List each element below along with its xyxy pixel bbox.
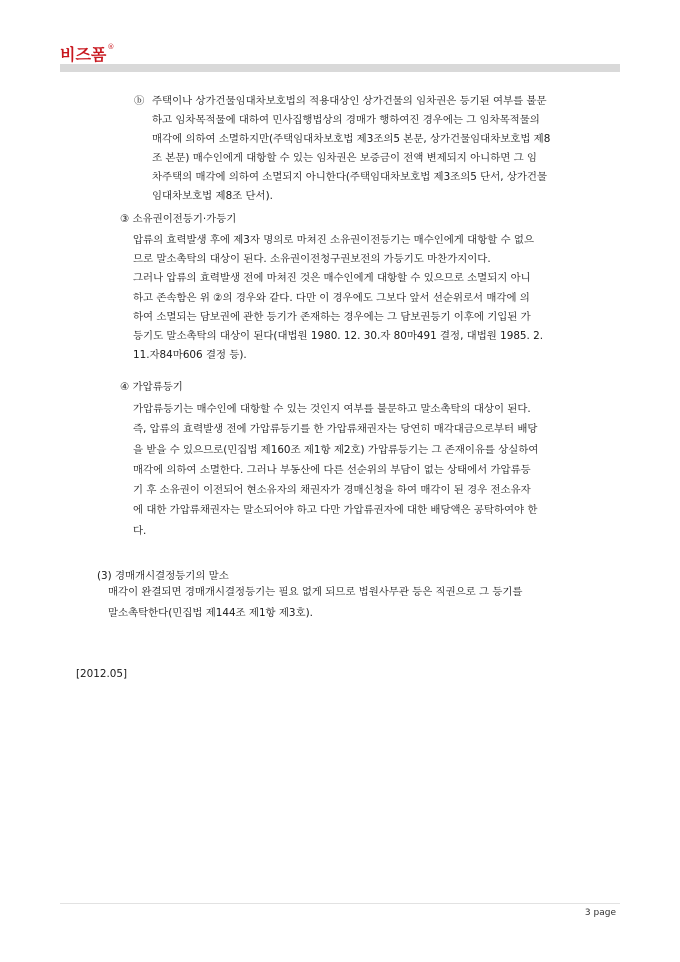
page-number: 3 page [584, 908, 616, 918]
text-line: 므로 말소촉탁의 대상이 된다. 소유권이전청구권보전의 가등기도 마찬가지이다. [133, 253, 491, 266]
text-line: 하여 소멸되는 담보권에 관한 등기가 존재하는 경우에는 그 담보권등기 이후에 기입된 가 [133, 310, 531, 323]
text-line: 기 후 소유권이 이전되어 현소유자의 채권자가 경매신청을 하여 매각이 된 경우 전소유자 [133, 484, 531, 497]
text-line: 매각에 의하여 소멸하지만(주택임대차보호법 제3조의5 본문, 상가건물임대차보호법 제8 [152, 133, 551, 145]
text-line: 가압류등기는 매수인에 대항할 수 있는 것인지 여부를 불문하고 말소촉탁의 대상이 된다. [133, 403, 531, 415]
text-line: 매각이 완결되면 경매개시결정등기는 필요 없게 되므로 법원사무관 등은 직권으로 그 등기를 [108, 586, 523, 598]
text-line: 말소촉탁한다(민집법 제144조 제1항 제3호). [108, 607, 313, 619]
item-b-text [152, 92, 614, 111]
document-date: [2012.05] [76, 668, 128, 680]
logo-text: 비즈폼 [60, 45, 107, 64]
text-line: 주택이나 상가건물임대차보호법의 적용대상인 상가건물의 임차권은 등기된 여부를 불문 [152, 95, 547, 107]
text-line: 하고 존속함은 위 ②의 경우와 같다. 다만 이 경우에도 그보다 앞서 선순위로서 매각에 의 [133, 291, 530, 304]
item-4-text [133, 399, 615, 541]
section-3-text [108, 582, 616, 624]
text-line: 조 본문) 매수인에게 대항할 수 있는 임차권은 보증금이 전액 변제되지 아니하면 그 임 [152, 152, 537, 164]
text-line: 하고 임차목적물에 대하여 민사집행법상의 경매가 행하여진 경우에는 그 임차목적물의 [152, 114, 540, 126]
text-line: 압류의 효력발생 후에 제3자 명의로 마쳐진 소유권이전등기는 매수인에게 대항할 수 없으 [133, 234, 534, 246]
text-line: 등기도 말소촉탁의 대상이 된다(대법원 1980. 12. 30.자 80마491 결정, 대법원 1985. 2. [133, 330, 544, 343]
text-line: 을 받을 수 있으므로(민집법 제160조 제1항 제2호) 가압류등기는 그 존재이유를 상실하여 [133, 443, 539, 456]
text-line: 임대차보호법 제8조 단서). [152, 190, 273, 202]
item-3-heading: ③ 소유권이전등기·가등기 [120, 213, 237, 225]
item-3-text [133, 231, 615, 365]
text-line: 11.자84마606 결정 등). [133, 349, 247, 362]
item-4-heading: ④ 가압류등기 [120, 381, 183, 393]
section-3-heading: (3) 경매개시결정등기의 말소 [97, 570, 229, 582]
registered-mark: ® [107, 43, 115, 51]
text-line: 즉, 압류의 효력발생 전에 가압류등기를 한 가압류채권자는 당연히 매각대금으로부터 배당 [133, 423, 538, 436]
text-line: 매각에 의하여 소멸한다. 그러나 부동산에 다른 선순위의 부담이 없는 상태에서 가압류등 [133, 463, 531, 476]
item-b-number: ⓑ [134, 95, 145, 107]
text-line: 차주택의 매각에 의하여 소멸되지 아니한다(주택임대차보호법 제3조의5 단서, 상가건물 [152, 171, 548, 183]
header-bar [60, 64, 620, 72]
footer-rule [60, 903, 620, 904]
logo [60, 42, 114, 65]
item-b-text-cont [152, 111, 614, 206]
text-line: 그러나 압류의 효력발생 전에 마쳐진 것은 매수인에게 대항할 수 있으므로 소멸되지 아니 [133, 272, 531, 285]
text-line: 에 대한 가압류채권자는 말소되어야 하고 다만 가압류권자에 대한 배당액은 공탁하여야 한 [133, 504, 538, 517]
text-line: 다. [133, 524, 147, 537]
